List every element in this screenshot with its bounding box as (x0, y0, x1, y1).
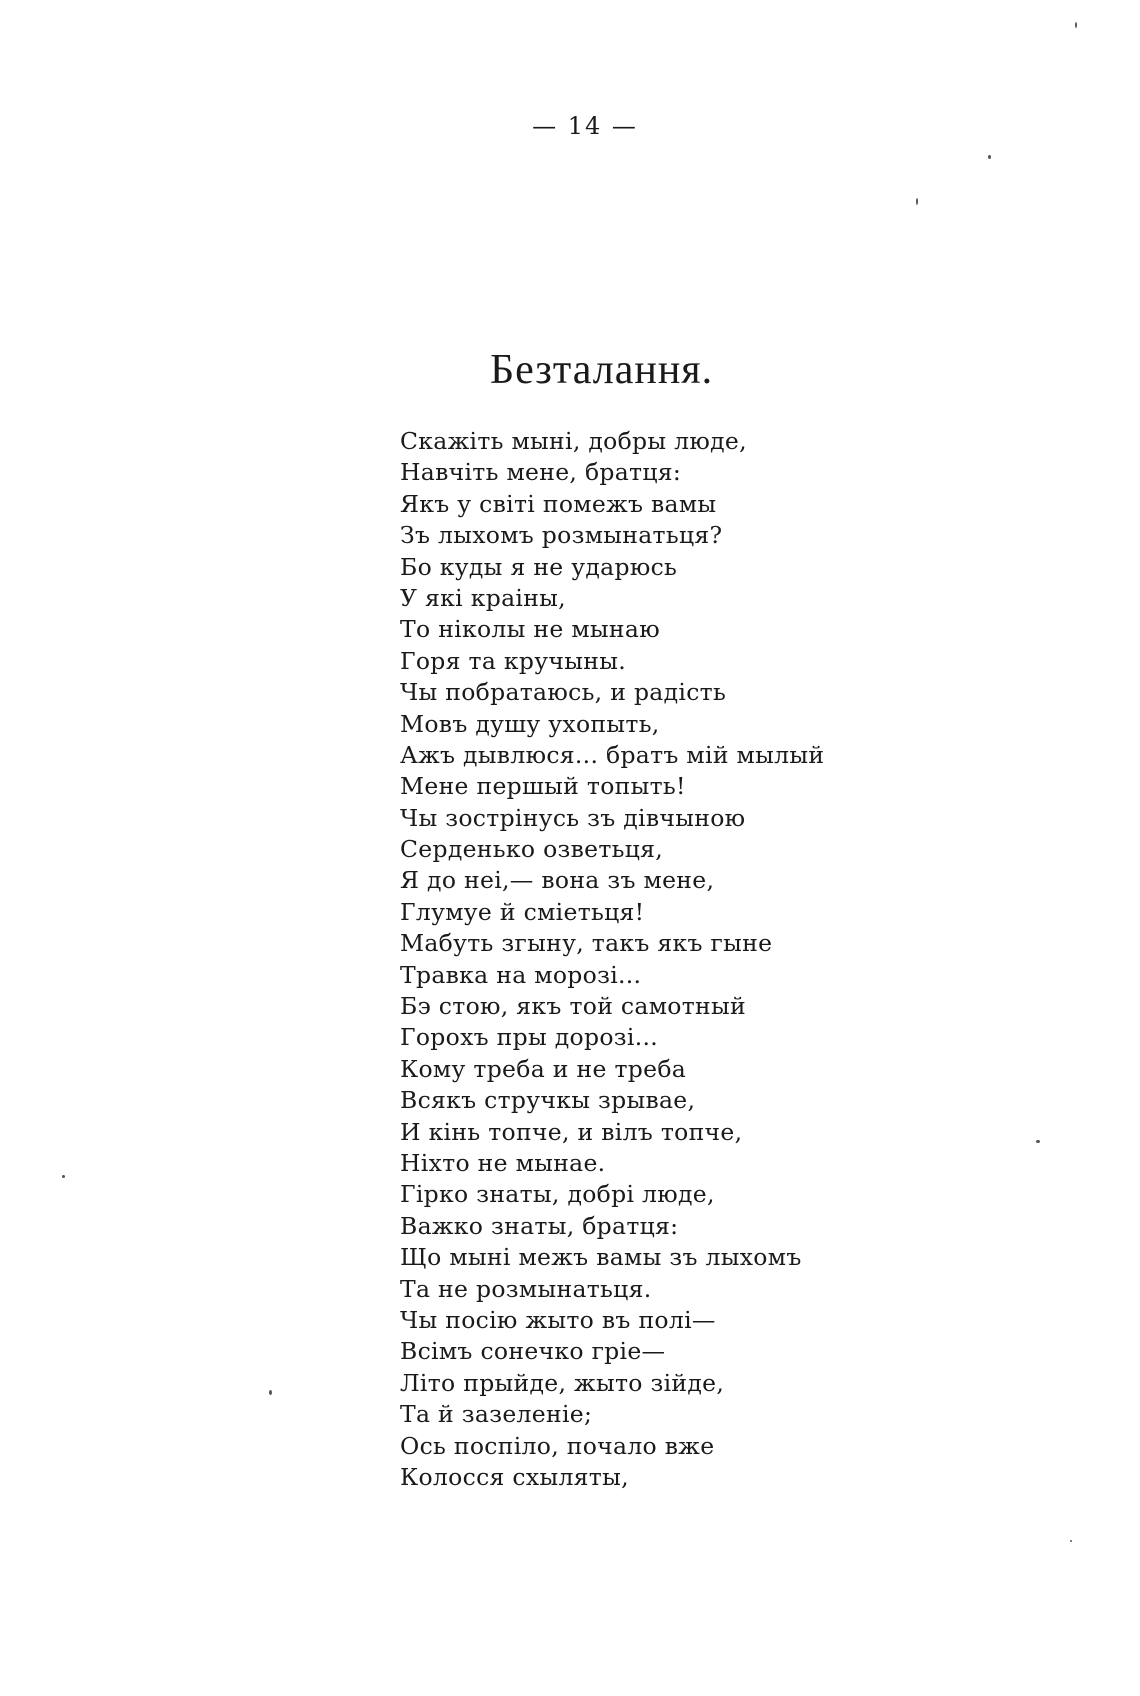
scan-speck (62, 1175, 65, 1178)
poem-line: Чы зострінусь зъ дівчыною (400, 803, 746, 832)
poem-line: Та не розмынатьця. (400, 1274, 652, 1303)
poem-line: То ніколы не мынаю (400, 615, 660, 644)
poem-line: Колосся схыляты, (400, 1462, 629, 1491)
poem-line: Ось поспіло, почало вже (400, 1431, 715, 1460)
poem-line: Горя та кручыны. (400, 646, 626, 675)
poem-line: Та й зазеленіе; (400, 1400, 593, 1429)
poem-line: Мабуть згыну, такъ якъ гыне (400, 929, 773, 958)
poem-title: Безталання. (490, 347, 714, 393)
poem-line: Я до неі,— вона зъ мене, (400, 866, 715, 895)
poem-line: Навчіть мене, братця: (400, 458, 682, 487)
poem-line: Бэ стою, якъ той самотный (400, 992, 746, 1021)
poem-line: Мовъ душу ухопыть, (400, 709, 660, 738)
poem-line: Всякъ стручкы зрывае, (400, 1086, 696, 1115)
poem-line: Гірко знаты, добрі люде, (400, 1180, 715, 1209)
poem-line: Серденько озветьця, (400, 835, 664, 864)
poem-line: Мене першый топыть! (400, 772, 686, 801)
poem-line: Всімъ сонечко гріе— (400, 1337, 666, 1366)
poem-line: Скажіть мыні, добры люде, (400, 427, 747, 455)
poem-line: И кінь топче, и вілъ топче, (400, 1117, 743, 1146)
scan-speck (916, 198, 918, 205)
scan-speck (988, 155, 991, 159)
poem-line: Глумуе й сміетьця! (400, 897, 645, 926)
scan-speck (269, 1390, 272, 1395)
poem-line: У які краіны, (400, 583, 566, 612)
poem-line: Ажъ дывлюся... братъ мій мылый (400, 740, 825, 769)
scan-speck (1036, 1140, 1040, 1143)
poem-line: Ніхто не мынае. (400, 1148, 606, 1177)
poem-line: Травка на морозі... (400, 960, 642, 989)
poem-line: Бо куды я не ударюсь (400, 552, 678, 581)
poem-line: Горохъ пры дорозі... (400, 1023, 659, 1052)
scan-speck (1070, 1540, 1072, 1542)
scan-speck (1075, 22, 1077, 28)
poem-line: Важко знаты, братця: (400, 1211, 679, 1240)
poem-line: Чы посію жыто въ полі— (400, 1305, 716, 1334)
poem-line: Кому треба и не треба (400, 1054, 687, 1083)
poem-line: Що мыні межъ вамы зъ лыхомъ (400, 1243, 802, 1272)
page-number: — 14 — (532, 112, 638, 140)
poem-line: Зъ лыхомъ розмынатьця? (400, 521, 723, 550)
poem-line: Чы побратаюсь, и радість (400, 678, 727, 707)
poem-body (400, 426, 824, 1493)
poem-line: Літо прыйде, жыто зійде, (400, 1368, 725, 1397)
poem-line: Якъ у світі помежъ вамы (400, 489, 717, 518)
